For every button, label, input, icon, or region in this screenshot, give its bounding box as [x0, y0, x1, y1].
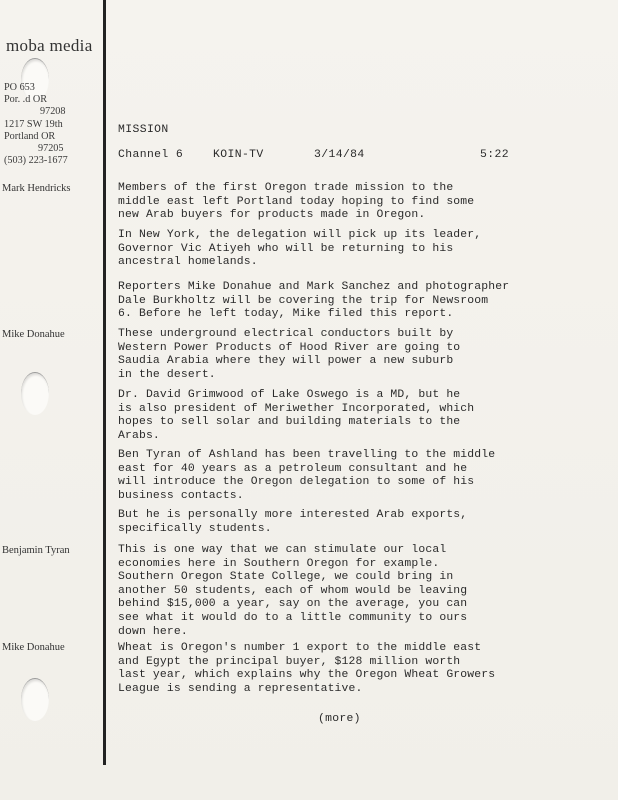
script-paragraph	[118, 328, 558, 382]
air-date: 3/14/84	[314, 149, 365, 161]
script-line: Dr. David Grimwood of Lake Oswego is a MD, but he	[118, 389, 461, 401]
script-line: League is sending a representative.	[118, 682, 363, 695]
script-paragraph	[118, 182, 558, 223]
script-line: ancestral homelands.	[118, 256, 258, 269]
script-line: Dale Burkholtz will be covering the trip for Newsroom	[118, 294, 489, 307]
binder-hole	[21, 372, 49, 415]
letterhead-address	[4, 82, 98, 167]
script-line: middle east left Portland today hoping to find some	[118, 195, 475, 208]
script-line: last year, which explains why the Oregon Wheat Growers	[118, 669, 496, 682]
story-duration: 5:22	[480, 149, 509, 161]
script-paragraph	[118, 281, 558, 322]
script-line: down here.	[118, 625, 188, 638]
script-line: In New York, the delegation will pick up its leader,	[118, 229, 482, 241]
script-line: Reporters Mike Donahue and Mark Sanchez and photographer	[118, 281, 510, 293]
script-paragraph	[118, 229, 558, 270]
script-line: specifically students.	[118, 522, 272, 535]
script-line: will introduce the Oregon delegation to some of his	[118, 476, 475, 489]
address-line: Por. .d OR	[4, 94, 48, 106]
speaker-label: Mark Hendricks	[2, 183, 71, 194]
script-line: another 50 students, each of whom would be leaving	[118, 584, 468, 597]
script-paragraph	[118, 642, 558, 696]
script-line: Arabs.	[118, 429, 160, 442]
script-line: But he is personally more interested Arab exports,	[118, 509, 468, 521]
script-line: Members of the first Oregon trade mission to the	[118, 182, 454, 194]
script-line: east for 40 years as a petroleum consultant and he	[118, 462, 468, 475]
speaker-label: Mike Donahue	[2, 642, 65, 653]
script-line: Ben Tyran of Ashland has been travelling to the middle	[118, 449, 496, 461]
script-line: Western Power Products of Hood River are going to	[118, 341, 461, 354]
script-line: Governor Vic Atiyeh who will be returning to his	[118, 242, 454, 255]
channel-label: Channel 6	[118, 149, 184, 161]
script-line: economies here in Southern Oregon for example.	[118, 557, 440, 570]
address-line: 97205	[38, 143, 64, 155]
script-paragraph	[118, 449, 558, 503]
speaker-label: Mike Donahue	[2, 329, 65, 340]
station-label: KOIN-TV	[213, 149, 264, 161]
script-paragraph	[118, 509, 558, 536]
script-line: Saudia Arabia where they will power a new suburb	[118, 355, 454, 368]
script-line: in the desert.	[118, 368, 216, 381]
continued-marker: (more)	[318, 713, 361, 725]
story-slug: MISSION	[118, 124, 169, 136]
address-line: (503) 223-1677	[4, 155, 68, 167]
address-line: Portland OR	[4, 130, 56, 142]
address-line: PO 653	[4, 82, 35, 93]
script-line: This is one way that we can stimulate our local	[118, 544, 447, 556]
binder-hole	[21, 678, 49, 721]
script-line: hopes to sell solar and building materials to the	[118, 416, 461, 429]
script-line: These underground electrical conductors built by	[118, 328, 454, 340]
script-line: see what it would do to a little community to ours	[118, 611, 468, 624]
letterhead-brand: moba media	[6, 36, 93, 55]
address-line: 97208	[40, 106, 66, 118]
speaker-label: Benjamin Tyran	[2, 545, 70, 556]
script-line: Southern Oregon State College, we could bring in	[118, 571, 454, 584]
script-line: Wheat is Oregon's number 1 export to the middle east	[118, 642, 482, 654]
address-line: 1217 SW 19th	[4, 118, 63, 130]
script-line: behind $15,000 a year, say on the average, you can	[118, 598, 468, 611]
script-line: is also president of Meriwether Incorporated, which	[118, 402, 475, 415]
script-paragraph	[118, 544, 558, 639]
script-line: business contacts.	[118, 489, 244, 502]
script-line: 6. Before he left today, Mike filed this report.	[118, 308, 454, 321]
margin-rule	[103, 0, 106, 765]
script-line: and Egypt the principal buyer, $128 million worth	[118, 655, 461, 668]
script-line: new Arab buyers for products made in Oregon.	[118, 209, 426, 222]
script-paragraph	[118, 389, 558, 443]
